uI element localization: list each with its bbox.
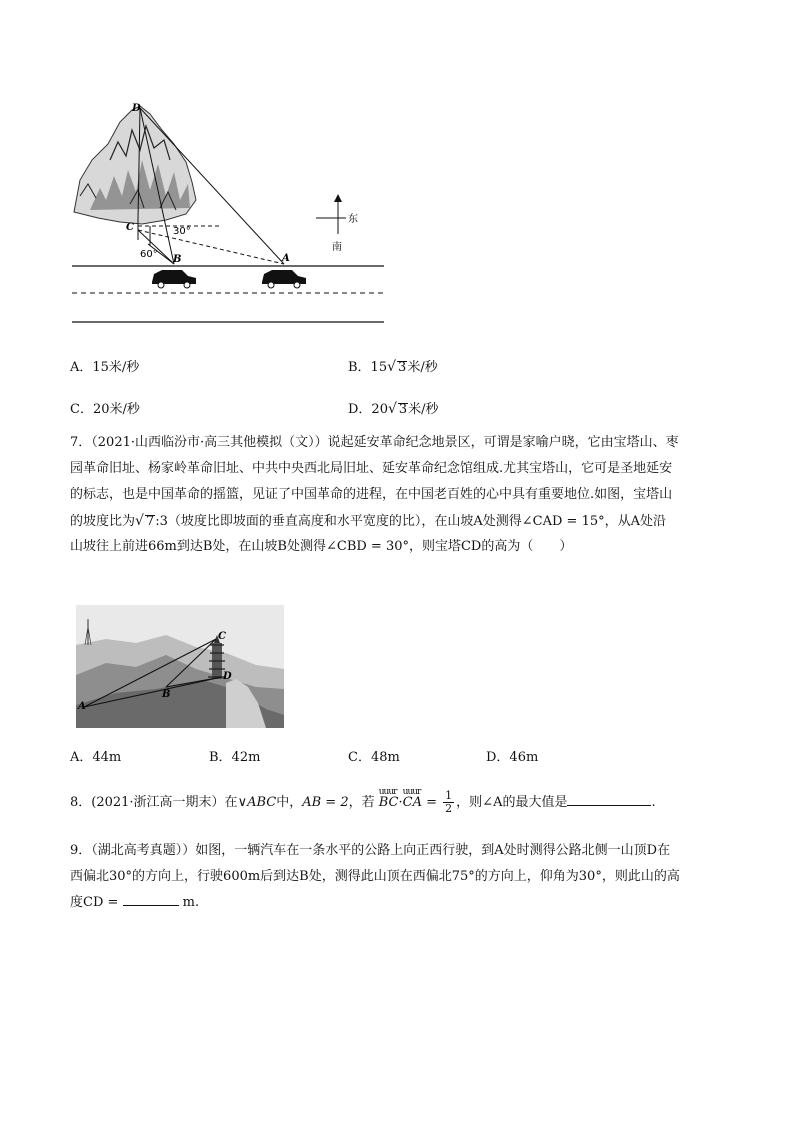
- q8-prefix: 8．(2021·浙江高一期末）在: [70, 795, 238, 810]
- q7-line4-start: 的坡度比为: [70, 514, 136, 529]
- question-7-line-1: 7．（2021·山西临汾市·高三其他模拟（文））说起延安革命纪念地景区，可谓是家喻户晓，它由宝塔山、枣: [70, 435, 679, 450]
- vec-mark-2: uuur: [402, 787, 421, 797]
- question-8-line: 8．(2021·浙江高一期末）在∨ABC中，AB = 2，若 uuur BC· uuur CA = $\frac{1}{2}$ ，则∠A的最大值是 .: [70, 788, 730, 818]
- question-9-line-1: 9．（湖北高考真题））如图，一辆汽车在一条水平的公路上向正西行驶，到A处时测得公路北侧一山顶D在: [70, 843, 671, 858]
- q9-line3-start: 度CD =: [70, 895, 123, 910]
- question-7-line-5: 山坡往上前进66m到达B处，在山坡B处测得∠CBD = 30°，则宝塔CD的高为（ ）: [70, 539, 573, 554]
- option-d-prefix: D．20: [348, 402, 388, 417]
- label-D: D: [132, 103, 141, 114]
- compass-icon: [316, 194, 346, 234]
- option-b-prefix: B．15: [348, 360, 388, 375]
- mountain-image: [74, 106, 196, 224]
- south-label: 南: [332, 242, 342, 253]
- vec-bc-label: BC: [378, 795, 399, 810]
- option-b-root: 3: [398, 360, 407, 375]
- q8-ab: AB = 2: [302, 795, 349, 810]
- option-d-root: 3: [398, 402, 408, 417]
- q7-option-c: C．48m: [348, 750, 400, 765]
- vec-mark-1: uuur: [378, 787, 397, 797]
- frac-num: 1: [445, 789, 453, 802]
- option-d-suffix: 米/秒: [408, 402, 439, 417]
- fraction-one-half: [443, 790, 454, 815]
- pagoda-label-B: B: [162, 689, 171, 700]
- vector-bc: [379, 788, 399, 818]
- q8-suffix: ，则∠A的最大值是: [456, 795, 568, 810]
- question-9-line-2: 西偏北30°的方向上，行驶600m后到达B处，测得此山顶在西偏北75°的方向上，仰角为30°，则此山的高: [70, 869, 680, 884]
- question-9: [70, 838, 730, 916]
- q7-option-d: D．46m: [486, 750, 539, 765]
- q8-end: .: [651, 795, 656, 810]
- vec-ca-label: CA: [402, 795, 422, 810]
- option-d: D．20√ 3米/秒: [348, 401, 439, 417]
- option-c: C．20米/秒: [70, 402, 140, 417]
- q8-mid1: 中，: [276, 795, 303, 810]
- pagoda-label-A: A: [78, 701, 86, 712]
- question-7-line-3: 的标志，也是中国革命的摇篮，见证了中国革命的进程，在中国老百姓的心中具有重要地位.如图，宝塔山: [70, 487, 673, 502]
- vector-ca: [403, 788, 422, 818]
- east-label: 东: [348, 214, 358, 225]
- q9-line3-end: m.: [178, 895, 200, 910]
- label-B: B: [173, 254, 182, 265]
- question-7-line-4: 的坡度比为√ 7:3（坡度比即坡面的垂直高度和水平宽度的比），在山坡A处测得∠CAD = 15°，从A处沿: [70, 513, 666, 529]
- question-8: [70, 788, 730, 818]
- label-C: C: [126, 222, 134, 233]
- pagoda-label-D: D: [223, 671, 232, 682]
- q7-line4-end: :3（坡度比即坡面的垂直高度和水平宽度的比），在山坡A处测得∠CAD = 15°，从A处沿: [155, 514, 666, 529]
- label-A: A: [282, 253, 290, 264]
- car-icon: [152, 270, 196, 288]
- q8-triangle: ∨ABC: [237, 795, 277, 810]
- question-7: [70, 430, 730, 560]
- question-9-line-3: [70, 890, 730, 916]
- option-b-suffix: 米/秒: [407, 360, 438, 375]
- mountain-car-figure: [70, 100, 386, 328]
- angle-60-label: 60°: [140, 249, 158, 260]
- question-7-line-2: 园革命旧址、杨家岭革命旧址、中共中央西北局旧址、延安革命纪念馆组成.尤其宝塔山，它可是圣地延安: [70, 461, 673, 476]
- option-a: A．15米/秒: [70, 360, 140, 375]
- answer-blank[interactable]: [123, 905, 179, 906]
- car-icon: [262, 270, 306, 288]
- pagoda-label-C: C: [218, 631, 226, 642]
- q7-option-b: B．42m: [209, 750, 261, 765]
- q7-root: 7: [145, 514, 155, 529]
- answer-blank[interactable]: [567, 805, 651, 806]
- q7-option-a: A．44m: [70, 750, 122, 765]
- angle-30-label: 30°: [173, 226, 191, 237]
- q8-mid2: ，若: [348, 795, 375, 810]
- option-b: B．15√ 3米/秒: [348, 359, 438, 375]
- pagoda-figure: [76, 605, 284, 728]
- frac-den: 2: [445, 802, 453, 815]
